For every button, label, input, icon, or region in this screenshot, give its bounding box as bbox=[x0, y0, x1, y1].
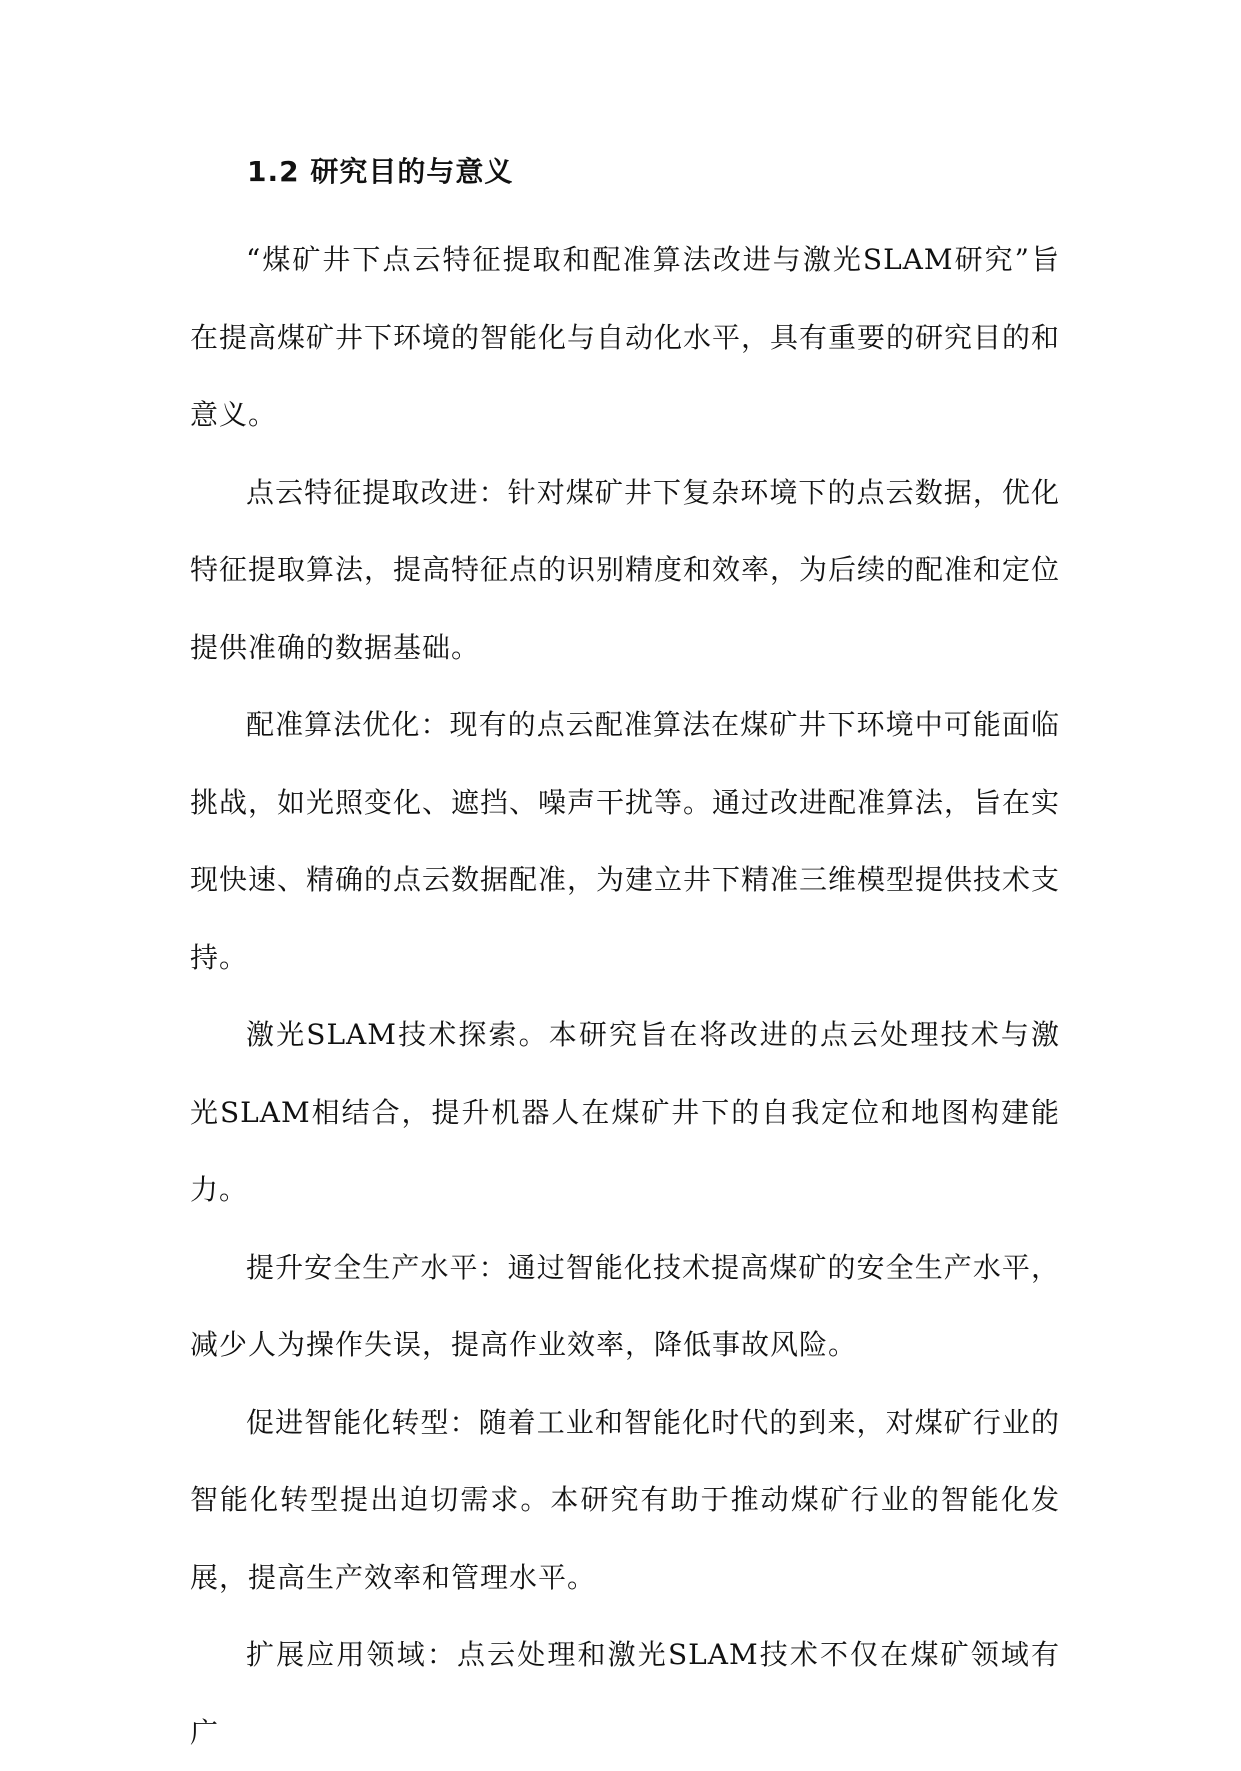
paragraph-applications: 扩展应用领域：点云处理和激光SLAM技术不仅在煤矿领域有广 bbox=[190, 1638, 1060, 1749]
document-body bbox=[190, 150, 1060, 1771]
paragraph-registration: 配准算法优化：现有的点云配准算法在煤矿井下环境中可能面临挑战，如光照变化、遮挡、噪声干扰等。通过改进配准算法，旨在实现快速、精确的点云数据配准，为建立井下精准三维模型提供技术支持。 bbox=[190, 708, 1061, 974]
paragraph-feature-extraction: 点云特征提取改进：针对煤矿井下复杂环境下的点云数据，优化特征提取算法，提高特征点的识别精度和效率，为后续的配准和定位提供准确的数据基础。 bbox=[190, 475, 1061, 664]
paragraph-laser-slam: 激光SLAM技术探索。本研究旨在将改进的点云处理技术与激光SLAM相结合，提升机器人在煤矿井下的自我定位和地图构建能力。 bbox=[190, 1018, 1060, 1206]
paragraph-safety: 提升安全生产水平：通过智能化技术提高煤矿的安全生产水平，减少人为操作失误，提高作业效率，降低事故风险。 bbox=[190, 1250, 1060, 1361]
section-heading: 1.2 研究目的与意义 bbox=[247, 155, 514, 188]
paragraph-intro: “煤矿井下点云特征提取和配准算法改进与激光SLAM研究”旨在提高煤矿井下环境的智能化与自动化水平，具有重要的研究目的和意义。 bbox=[190, 243, 1061, 431]
paragraph-transformation: 促进智能化转型：随着工业和智能化时代的到来，对煤矿行业的智能化转型提出迫切需求。本研究有助于推动煤矿行业的智能化发展，提高生产效率和管理水平。 bbox=[190, 1405, 1060, 1594]
